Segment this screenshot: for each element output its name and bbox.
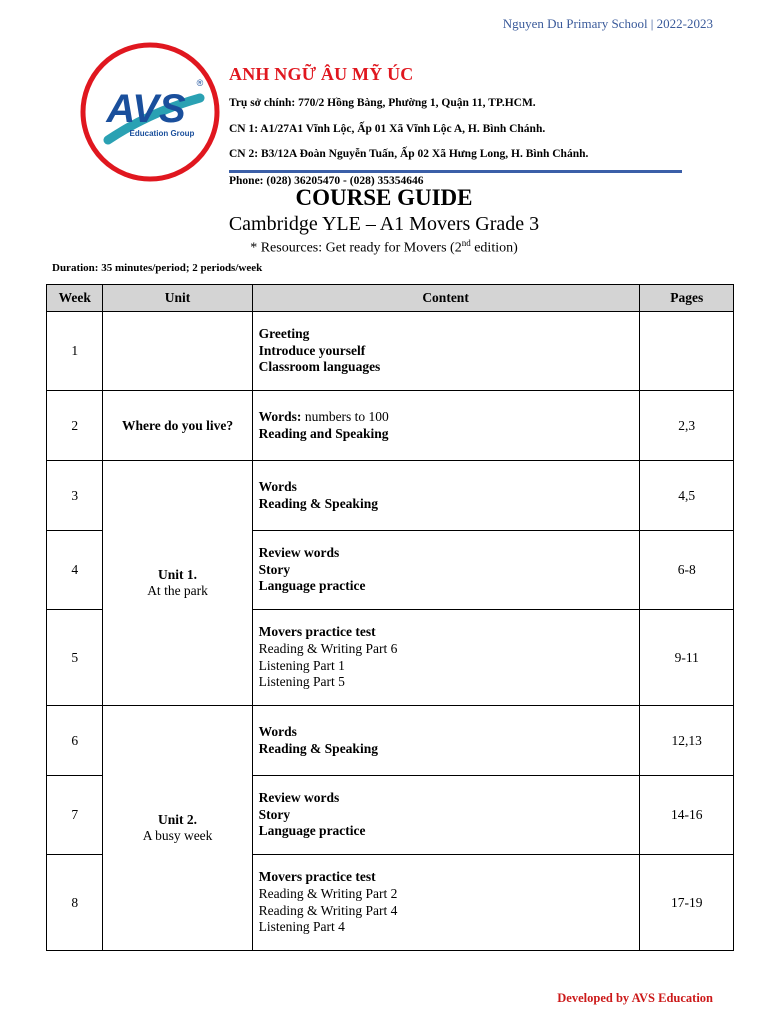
- unit-2-cell: Unit 2. A busy week: [103, 706, 252, 951]
- content-cell: Review words Story Language practice: [252, 531, 640, 610]
- school-name: ANH NGỮ ÂU MỸ ÚC: [229, 64, 414, 84]
- table-header-row: [47, 285, 734, 312]
- pages-cell: 12,13: [640, 706, 734, 776]
- content-cell: Words Reading & Speaking: [252, 461, 640, 531]
- week-cell: 5: [47, 610, 103, 706]
- branch-1-address: CN 1: A1/27A1 Vĩnh Lộc, Ấp 01 Xã Vĩnh Lộc A, H. Bình Chánh.: [229, 123, 546, 135]
- pages-cell: [640, 312, 734, 391]
- content-cell: Movers practice test Reading & Writing Part 2 Reading & Writing Part 4 Listening Part 4: [252, 855, 640, 951]
- table-row: [47, 312, 734, 391]
- week-cell: 7: [47, 776, 103, 855]
- week-cell: 2: [47, 391, 103, 461]
- page-title: COURSE GUIDE: [295, 185, 473, 210]
- week-cell: 3: [47, 461, 103, 531]
- table-row: [47, 391, 734, 461]
- unit-1-cell: Unit 1. At the park: [103, 461, 252, 706]
- divider-line: [229, 170, 682, 173]
- header-unit: Unit: [103, 285, 252, 312]
- week-cell: 4: [47, 531, 103, 610]
- footer-credit: Developed by AVS Education: [557, 991, 713, 1005]
- week-cell: 8: [47, 855, 103, 951]
- pages-cell: 2,3: [640, 391, 734, 461]
- pages-cell: 4,5: [640, 461, 734, 531]
- unit-cell: Where do you live?: [103, 391, 252, 461]
- header-content: Content: [252, 285, 640, 312]
- header-school-year: Nguyen Du Primary School | 2022-2023: [502, 16, 713, 31]
- pages-cell: 17-19: [640, 855, 734, 951]
- header-week: Week: [47, 285, 103, 312]
- unit-cell: [103, 312, 252, 391]
- logo-avs-text: AVS: [106, 87, 186, 131]
- week-cell: 1: [47, 312, 103, 391]
- branch-2-address: CN 2: B3/12A Đoàn Nguyễn Tuấn, Ấp 02 Xã Hưng Long, H. Bình Chánh.: [229, 148, 589, 160]
- phone-numbers: Phone: (028) 36205470 - (028) 35354646: [229, 175, 424, 187]
- header-pages: Pages: [640, 285, 734, 312]
- table-row: [47, 706, 734, 776]
- resources-note: * Resources: Get ready for Movers (2nd edition): [250, 238, 518, 256]
- content-cell: Words Reading & Speaking: [252, 706, 640, 776]
- page-subtitle: Cambridge YLE – A1 Movers Grade 3: [228, 213, 540, 235]
- head-office-address: Trụ sở chính: 770/2 Hồng Bàng, Phường 1, Quận 11, TP.HCM.: [229, 97, 536, 109]
- content-cell: Words: numbers to 100 Reading and Speaking: [252, 391, 640, 461]
- pages-cell: 6-8: [640, 531, 734, 610]
- pages-cell: 14-16: [640, 776, 734, 855]
- content-cell: Movers practice test Reading & Writing Part 6 Listening Part 1 Listening Part 5: [252, 610, 640, 706]
- week-cell: 6: [47, 706, 103, 776]
- pages-cell: 9-11: [640, 610, 734, 706]
- duration-note: Duration: 35 minutes/period; 2 periods/week: [52, 262, 263, 274]
- avs-logo: [78, 40, 222, 184]
- content-cell: Greeting Introduce yourself Classroom languages: [252, 312, 640, 391]
- content-cell: Review words Story Language practice: [252, 776, 640, 855]
- logo-subtitle: Education Group: [129, 129, 195, 138]
- registered-mark: ®: [196, 78, 204, 88]
- table-row: [47, 461, 734, 531]
- course-table: [46, 284, 734, 951]
